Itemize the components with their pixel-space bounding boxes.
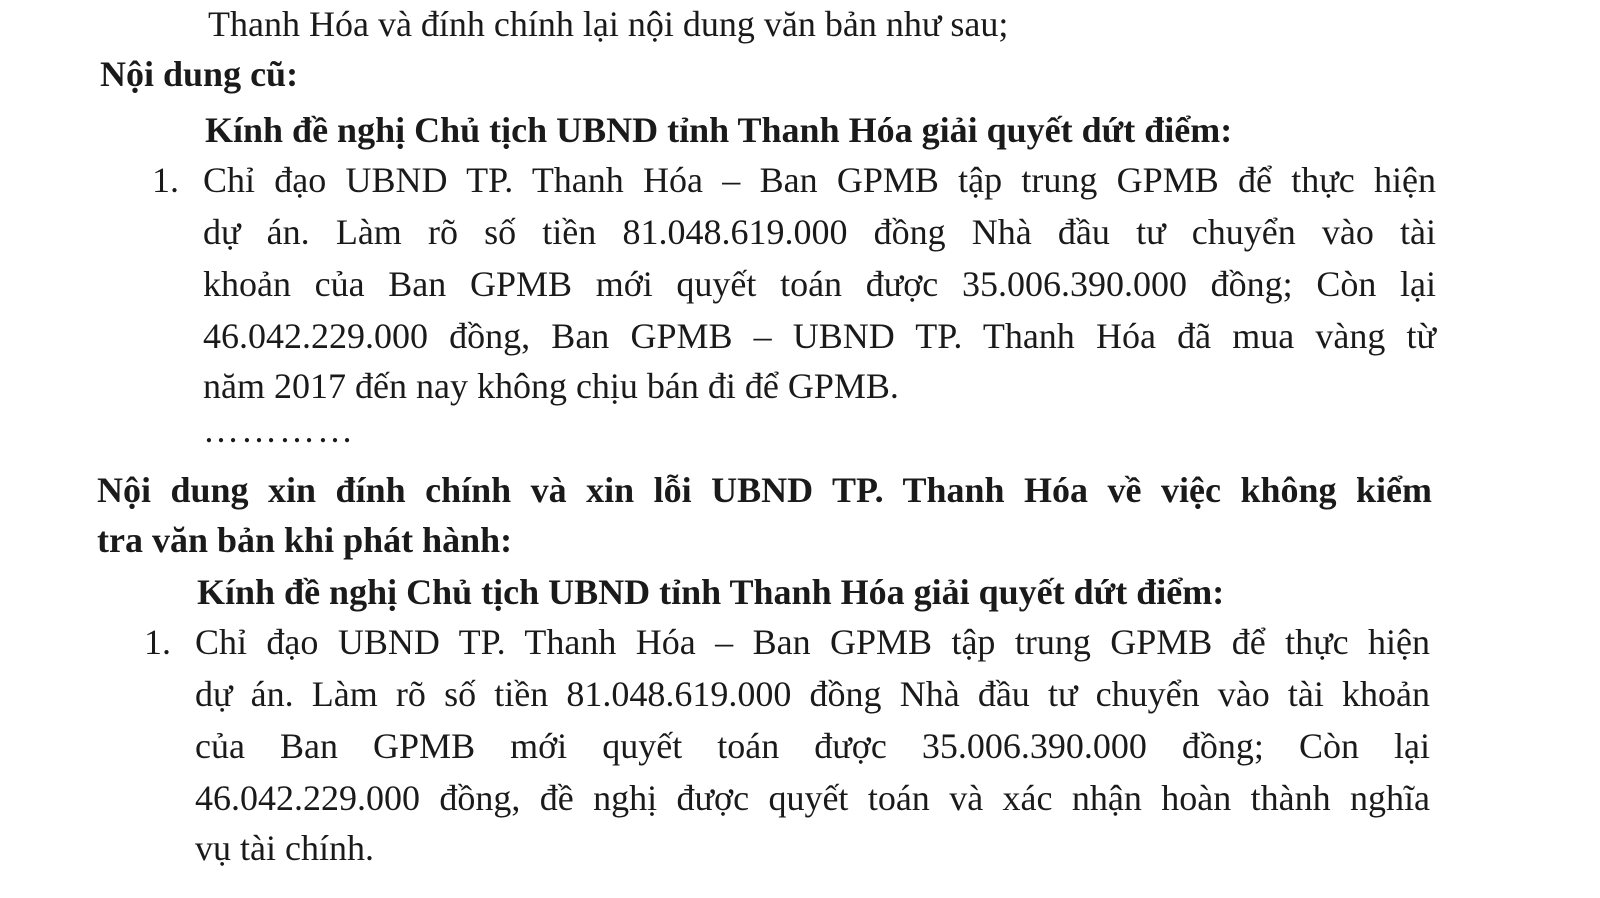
old-item-line: Chỉ đạo UBND TP. Thanh Hóa – Ban GPMB tập trung GPMB để thực hiện — [203, 160, 1436, 200]
new-content-heading: Nội dung xin đính chính và xin lỗi UBND TP. Thanh Hóa về việc không kiểm — [97, 470, 1432, 510]
ellipsis: ………… — [203, 410, 355, 450]
old-item-line: dự án. Làm rõ số tiền 81.048.619.000 đồng Nhà đầu tư chuyển vào tài — [203, 212, 1436, 252]
new-item-line: vụ tài chính. — [195, 828, 374, 868]
old-content-heading: Nội dung cũ: — [100, 54, 299, 94]
old-request-line: Kính đề nghị Chủ tịch UBND tỉnh Thanh Hóa giải quyết dứt điểm: — [205, 110, 1233, 150]
new-item-number: 1. — [144, 622, 171, 662]
intro-line: Thanh Hóa và đính chính lại nội dung văn bản như sau; — [208, 4, 1009, 44]
new-item-line: của Ban GPMB mới quyết toán được 35.006.390.000 đồng; Còn lại — [195, 726, 1430, 766]
new-item-line: 46.042.229.000 đồng, đề nghị được quyết toán và xác nhận hoàn thành nghĩa — [195, 778, 1430, 818]
new-item-line: Chỉ đạo UBND TP. Thanh Hóa – Ban GPMB tập trung GPMB để thực hiện — [195, 622, 1430, 662]
old-item-line: khoản của Ban GPMB mới quyết toán được 35.006.390.000 đồng; Còn lại — [203, 264, 1436, 304]
old-item-line: năm 2017 đến nay không chịu bán đi để GPMB. — [203, 366, 899, 406]
old-item-line: 46.042.229.000 đồng, Ban GPMB – UBND TP. Thanh Hóa đã mua vàng từ — [203, 316, 1436, 356]
new-item-line: dự án. Làm rõ số tiền 81.048.619.000 đồng Nhà đầu tư chuyển vào tài khoản — [195, 674, 1430, 714]
new-request-line: Kính đề nghị Chủ tịch UBND tỉnh Thanh Hóa giải quyết dứt điểm: — [197, 572, 1225, 612]
old-item-number: 1. — [152, 160, 179, 200]
new-content-heading: tra văn bản khi phát hành: — [97, 520, 513, 560]
